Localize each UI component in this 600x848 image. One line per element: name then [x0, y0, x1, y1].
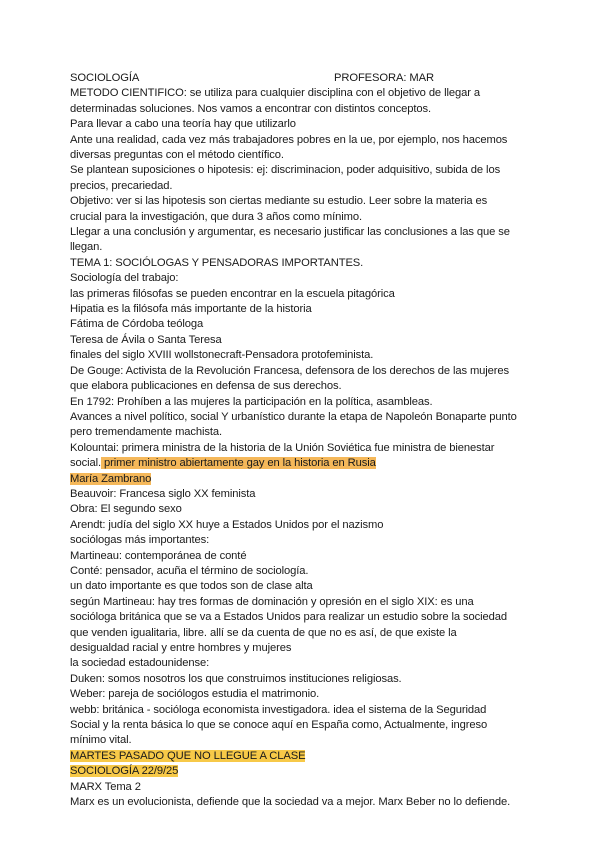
note-line: De Gouge: Activista de la Revolución Francesa, defensora de los derechos de las mujeres — [70, 364, 510, 377]
note-line: Llegar a una conclusión y argumentar, es necesario justificar las conclusiones a las que se — [70, 226, 510, 239]
note-line: desigualdad racial y entre hombres y mujeres — [70, 642, 292, 655]
note-line: finales del siglo XVIII wollstonecraft-Pensadora protofeminista. — [70, 349, 374, 362]
note-line: según Martineau: hay tres formas de dominación y opresión en el siglo XIX: es una — [70, 595, 474, 608]
note-line: Arendt: judía del siglo XX huye a Estados Unidos por el nazismo — [70, 518, 384, 531]
note-line: mínimo vital. — [70, 734, 132, 747]
note-line: Kolountai: primera ministra de la historia de la Unión Soviética fue ministra de bienestar — [70, 441, 495, 454]
note-line: Weber: pareja de sociólogos estudia el matrimonio. — [70, 688, 320, 701]
note-line: METODO CIENTIFICO: se utiliza para cualquier disciplina con el objetivo de llegar a — [70, 87, 480, 100]
note-line: Hipatia es la filósofa más importante de la historia — [70, 303, 312, 316]
note-line: precios, precariedad. — [70, 179, 173, 192]
note-line: Objetivo: ver si las hipotesis son ciertas mediante su estudio. Leer sobre la materia es — [70, 195, 488, 208]
highlighted-text: primer ministro abiertamente gay en la historia en Rusia — [101, 457, 376, 470]
note-line: En 1792: Prohíben a las mujeres la participación en la política, asambleas. — [70, 395, 433, 408]
note-line: la sociedad estadounidense: — [70, 657, 210, 670]
notes-section-1 — [70, 86, 532, 456]
note-line: un dato importante es que todos son de clase alta — [70, 580, 313, 593]
note-line: Beauvoir: Francesa siglo XX feminista — [70, 487, 256, 500]
note-line: socióloga británica que se va a Estados Unidos para realizar un estudio sobre la sociedad — [70, 611, 508, 624]
note-line: webb: británica - socióloga economista investigadora. idea el sistema de la Seguridad — [70, 703, 487, 716]
note-line: Fátima de Córdoba teóloga — [70, 318, 204, 331]
note-line: Avances a nivel político, social Y urbanístico durante la etapa de Napoleón Bonaparte punto — [70, 410, 517, 423]
note-line: pero tremendamente machista. — [70, 426, 223, 439]
note-line: Se plantean suposiciones o hipotesis: ej: discriminacion, poder adquisitivo, subida de los — [70, 164, 501, 177]
note-line: Para llevar a cabo una teoría hay que utilizarlo — [70, 118, 296, 131]
note-line: que elabora publicaciones en defensa de sus derechos. — [70, 380, 342, 393]
note-line: diversas preguntas con el método científico. — [70, 149, 284, 162]
teacher-name: PROFESORA: MAR — [334, 72, 434, 84]
note-line: Social y la renta básica lo que se conoce aquí en España como, Actualmente, ingreso — [70, 719, 488, 732]
note-line: TEMA 1: SOCIÓLOGAS Y PENSADORAS IMPORTANTES. — [70, 256, 364, 269]
highlighted-name: María Zambrano — [70, 472, 152, 485]
note-line: las primeras filósofas se pueden encontrar en la escuela pitagórica — [70, 287, 395, 300]
note-line: crucial para la investigación, que dura 3 años como mínimo. — [70, 210, 362, 223]
note-line: Obra: El segundo sexo — [70, 503, 182, 516]
subject-title: SOCIOLOGÍA — [70, 72, 140, 84]
note-line: llegan. — [70, 241, 103, 254]
note-line: Conté: pensador, acuña el término de sociología. — [70, 564, 309, 577]
note-line: Sociología del trabajo: — [70, 272, 179, 285]
note-line: que venden igualitaria, libre. allí se da cuenta de que no es así, de que existe la — [70, 626, 457, 639]
highlighted-date-heading: SOCIOLOGÍA 22/9/25 — [70, 765, 179, 778]
note-line: social. primer ministro abiertamente gay en la historia en Rusia — [70, 457, 376, 470]
note-line: Teresa de Ávila o Santa Teresa — [70, 333, 222, 346]
document-page — [70, 71, 532, 810]
note-line: Martineau: contemporánea de conté — [70, 549, 247, 562]
note-line: sociólogas más importantes: — [70, 534, 210, 547]
note-line: Ante una realidad, cada vez más trabajadores pobres en la ue, por ejemplo, nos hacemos — [70, 133, 508, 146]
note-line — [70, 472, 532, 487]
document-header — [70, 71, 532, 86]
note-line: MARX Tema 2 — [70, 780, 141, 793]
note-line: determinadas soluciones. Nos vamos a encontrar con distintos conceptos. — [70, 102, 432, 115]
highlighted-note: MARTES PASADO QUE NO LLEGUE A CLASE — [70, 749, 306, 762]
note-line: Marx es un evolucionista, defiende que la sociedad va a mejor. Marx Beber no lo defiende. — [70, 796, 511, 809]
notes-section-3 — [70, 780, 532, 811]
notes-section-2 — [70, 487, 532, 749]
note-line: Duken: somos nosotros los que construimos instituciones religiosas. — [70, 672, 402, 685]
